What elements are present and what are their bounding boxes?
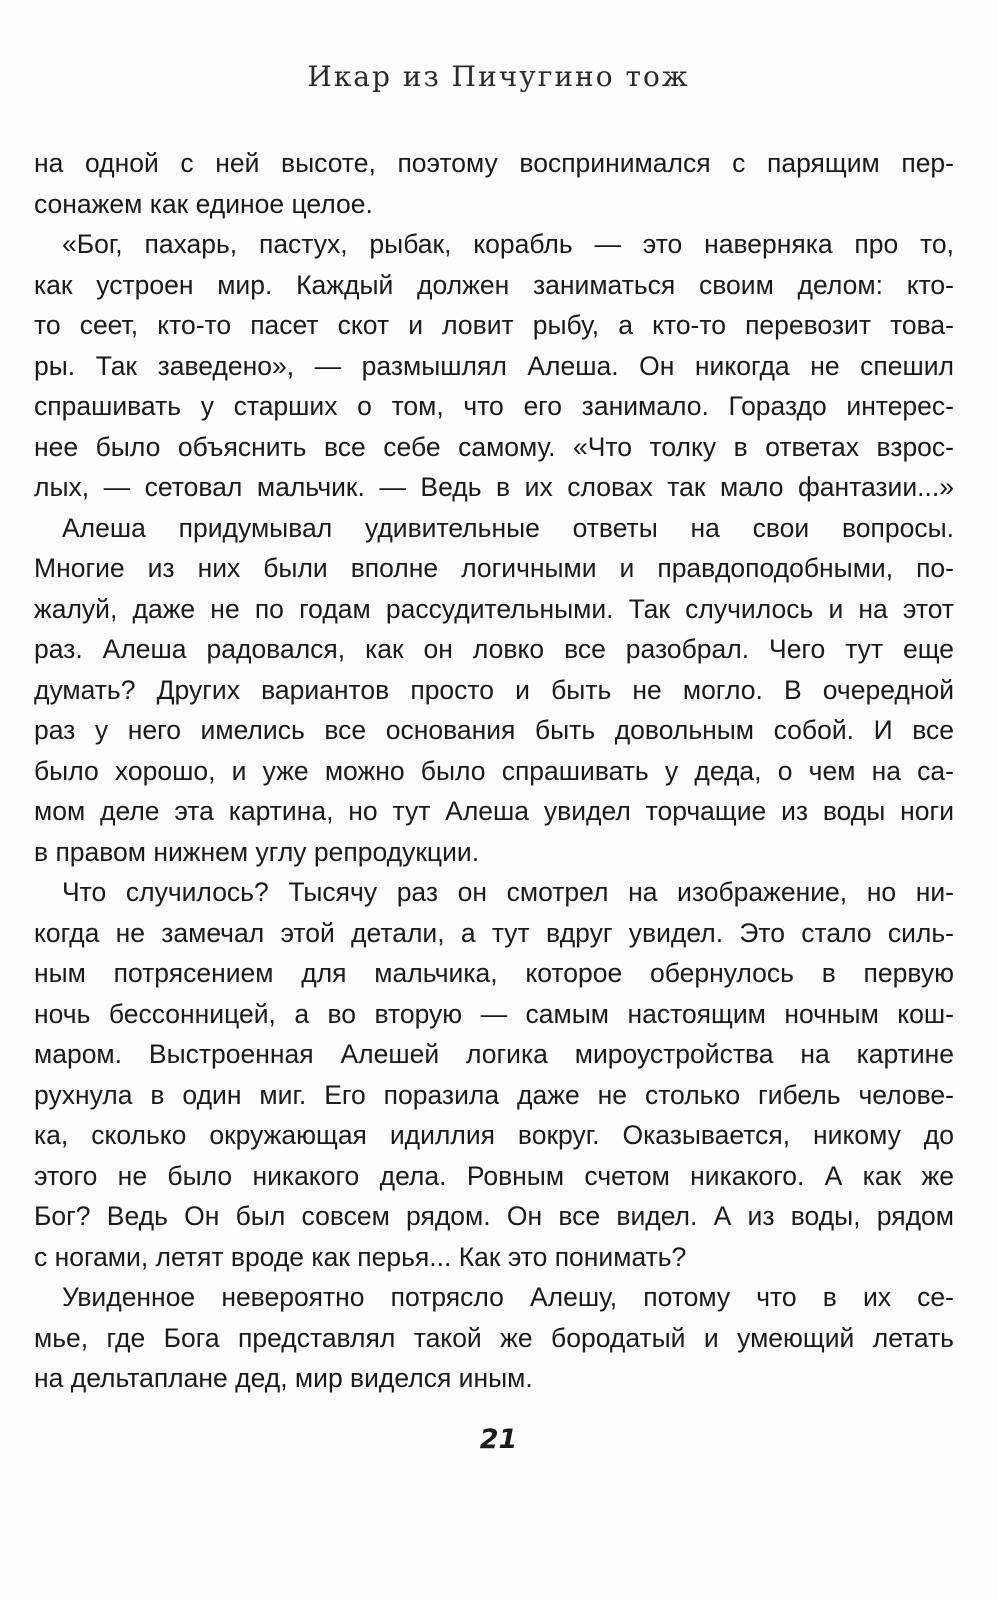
text-line: Бог? Ведь Он был совсем рядом. Он все видел. А из воды, рядом [34,1201,954,1231]
running-head-title: Икар из Пичугино тож [307,60,690,93]
page-number: 21 [479,1424,518,1455]
text-line: как устроен мир. Каждый должен заниматься своим делом: кто- [34,269,954,300]
text-line: «Бог, пахарь, пастух, рыбак, корабль — это наверняка про то, [62,229,954,259]
text-line: Многие из них были вполне логичными и правдоподобными, по- [34,553,954,583]
text-line: то сеет, кто-то пасет скот и ловит рыбу, а кто-то перевозит това- [34,310,954,340]
text-line: Увиденное невероятно потрясло Алешу, потому что в их се- [62,1282,954,1312]
text-line: раз. Алеша радовался, как он ловко все разобрал. Чего тут еще [34,634,954,664]
text-line: было хорошо, и уже можно было спрашивать у деда, о чем на са- [34,755,954,786]
text-line: рухнула в один миг. Его поразила даже не столько гибель челове- [34,1079,954,1110]
text-line: мье, где Бога представлял такой же бородатый и умеющий летать [34,1322,954,1353]
text-line: ка, сколько окружающая идиллия вокруг. Оказывается, никому до [34,1120,954,1150]
text-line: ночь бессонницей, а во вторую — самым настоящим ночным кош- [34,998,954,1029]
text-line: раз у него имелись все основания быть довольным собой. И все [34,715,954,745]
text-line: ным потрясением для мальчика, которое обернулось в первую [34,958,954,988]
text-line: ры. Так заведено», — размышлял Алеша. Он никогда не спешил [34,350,954,381]
text-line: когда не замечал этой детали, а тут вдруг увидел. Это стало силь- [34,917,954,948]
body-text [34,143,954,1399]
text-line: мом деле эта картина, но тут Алеша увидел торчащие из воды ноги [34,796,954,826]
text-line: с ногами, летят вроде как перья... Как это понимать? [34,1241,687,1272]
text-line: этого не было никакого дела. Ровным счетом никакого. А как же [34,1160,954,1191]
text-line: сонажем как единое целое. [34,188,373,219]
text-line: спрашивать у старших о том, что его занимало. Гораздо интерес- [34,391,954,421]
text-line: на одной с ней высоте, поэтому воспринимался с парящим пер- [34,148,954,178]
text-line: жалуй, даже не по годам рассудительными. Так случилось и на этот [34,593,954,624]
text-line: думать? Других вариантов просто и быть не могло. В очередной [34,674,954,705]
text-line: нее было объяснить все себе самому. «Что толку в ответах взрос- [34,431,954,462]
text-line: лых, — сетовал мальчик. — Ведь в их словах так мало фантазии...» [34,472,954,502]
text-line: Что случилось? Тысячу раз он смотрел на изображение, но ни- [62,877,954,907]
text-line: в правом нижнем углу репродукции. [34,836,480,867]
text-line: на дельтаплане дед, мир виделся иным. [34,1363,533,1393]
text-line: Алеша придумывал удивительные ответы на свои вопросы. [62,512,954,543]
text-line: маром. Выстроенная Алешей логика мироустройства на картине [34,1039,954,1069]
